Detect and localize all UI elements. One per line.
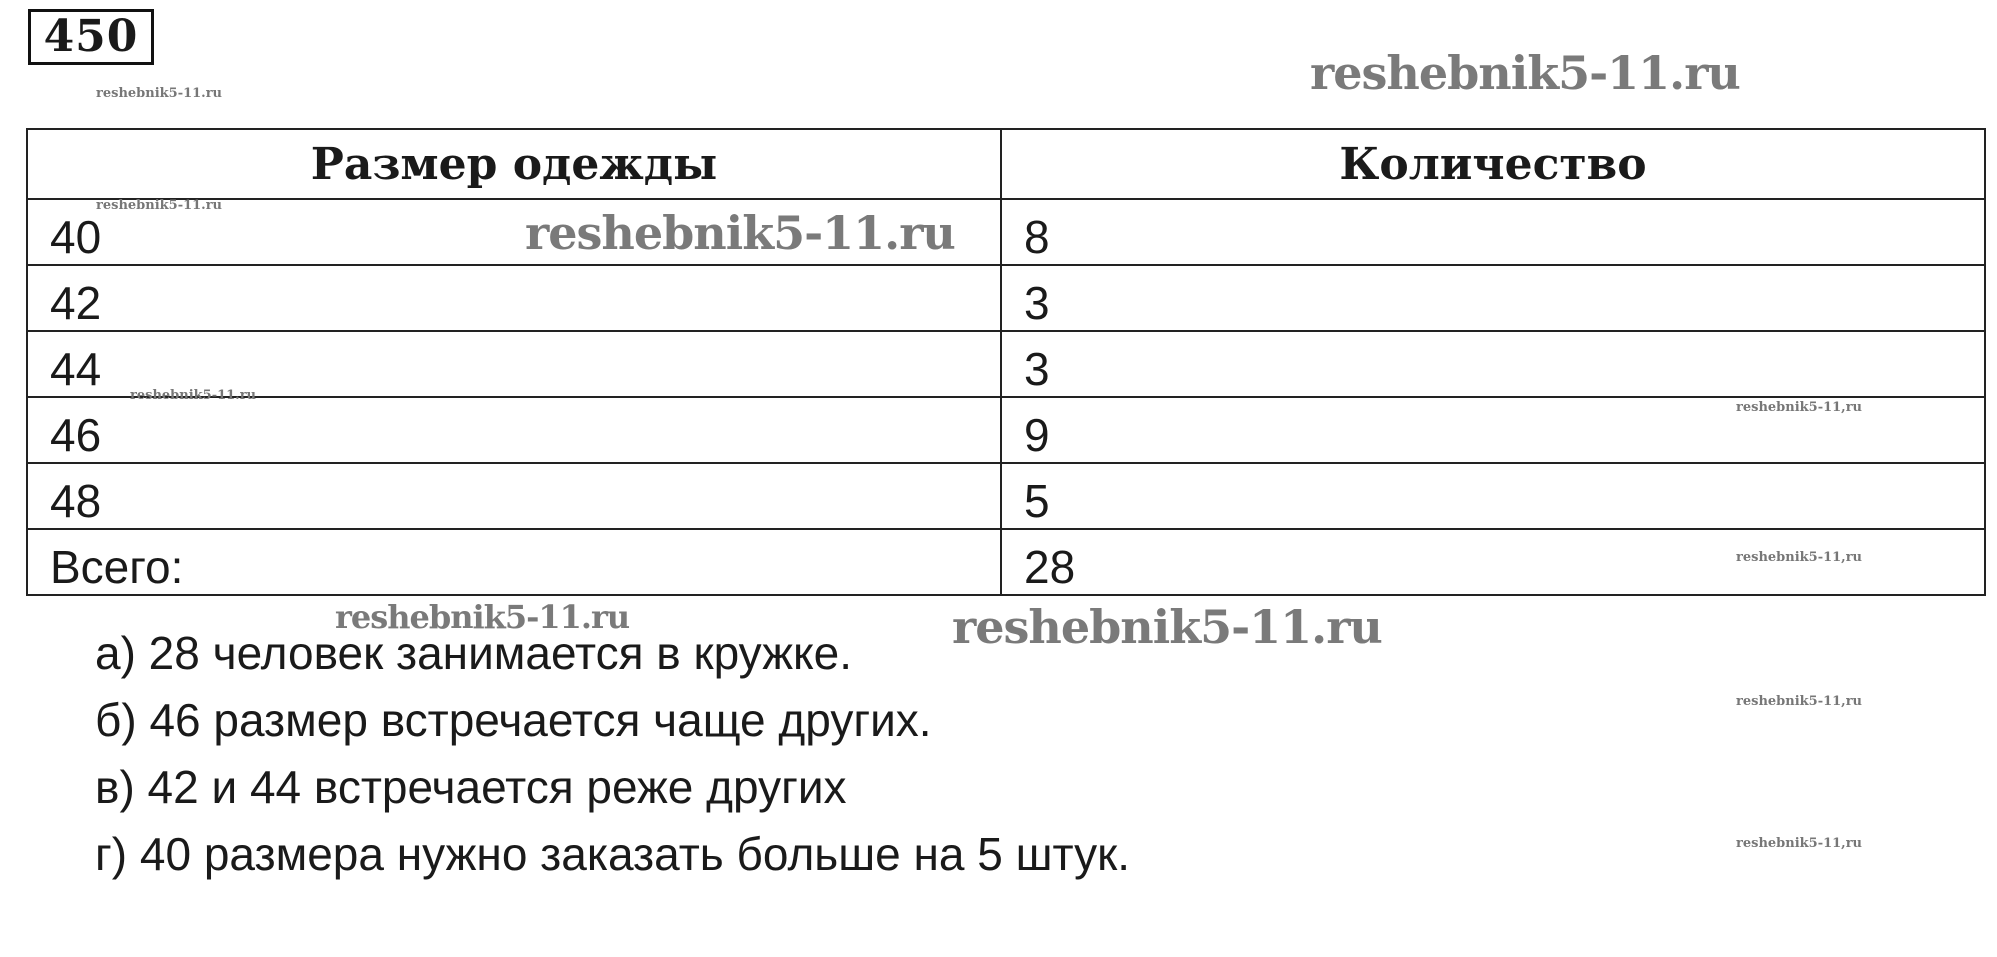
cell-quantity: 9: [1001, 397, 1985, 463]
watermark-logo-top: reshebnik5-11.ru: [1310, 46, 1740, 100]
cell-size: 42: [27, 265, 1001, 331]
watermark-logo-bottom-left: reshebnik5-11.ru: [335, 598, 630, 636]
watermark-small: reshebnik5-11,ru: [1736, 400, 1863, 415]
cell-quantity: 3: [1001, 331, 1985, 397]
watermark-small: reshebnik5-11.ru: [96, 86, 223, 101]
watermark-small: reshebnik5-11,ru: [1736, 550, 1863, 565]
header-quantity: Количество: [1001, 129, 1985, 199]
cell-size: 44: [27, 331, 1001, 397]
table-row: [27, 331, 1985, 397]
task-number: 450: [28, 9, 154, 65]
header-size: Размер одежды: [27, 129, 1001, 199]
cell-size: 48: [27, 463, 1001, 529]
cell-quantity: 3: [1001, 265, 1985, 331]
answer-b: б) 46 размер встречается чаще других.: [95, 694, 932, 746]
answer-list: [95, 620, 1130, 888]
cell-total-value: 28: [1001, 529, 1985, 595]
table-row: [27, 397, 1985, 463]
answer-a: а) 28 человек занимается в кружке.: [95, 627, 852, 679]
cell-quantity: 5: [1001, 463, 1985, 529]
watermark-logo-middle: reshebnik5-11.ru: [525, 206, 955, 260]
answer-d: г) 40 размера нужно заказать больше на 5 штук.: [95, 828, 1131, 880]
watermark-small: reshebnik5-11.ru: [96, 198, 223, 213]
cell-size: 40: [27, 199, 1001, 265]
answer-c: в) 42 и 44 встречается реже других: [95, 761, 847, 813]
watermark-small: reshebnik5-11.ru: [130, 388, 257, 403]
table-row: [27, 265, 1985, 331]
table-total-row: [27, 529, 1985, 595]
cell-size: 46: [27, 397, 1001, 463]
watermark-logo-bottom: reshebnik5-11.ru: [952, 600, 1382, 654]
watermark-small: reshebnik5-11,ru: [1736, 694, 1863, 709]
cell-quantity: 8: [1001, 199, 1985, 265]
clothing-size-table: [26, 128, 1986, 596]
table-row: [27, 463, 1985, 529]
table-row: [27, 199, 1985, 265]
cell-total-label: Всего:: [27, 529, 1001, 595]
watermark-small: reshebnik5-11,ru: [1736, 836, 1863, 851]
table-header-row: [27, 129, 1985, 199]
